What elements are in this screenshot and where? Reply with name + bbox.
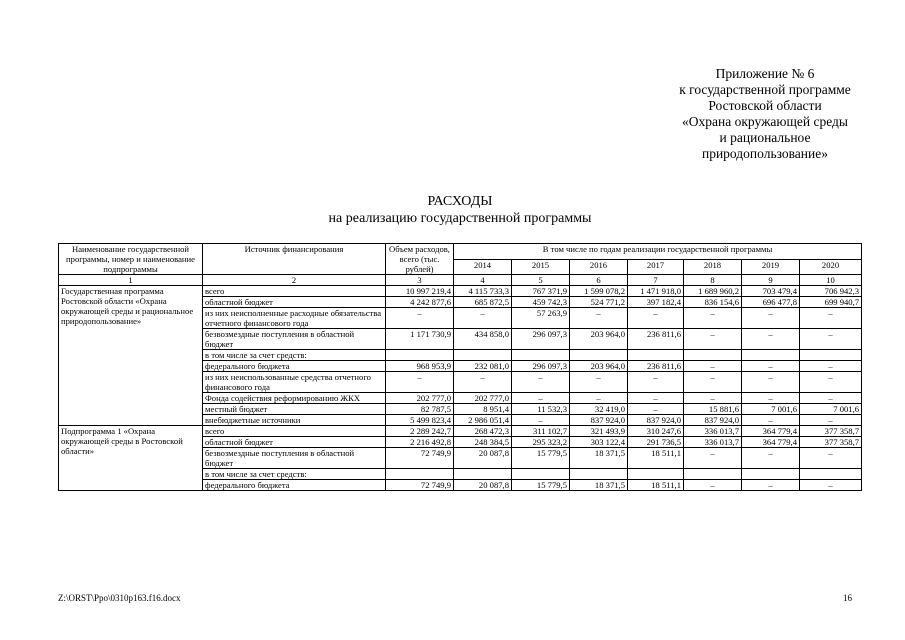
column-number-cell: 1 [59,275,203,286]
column-number-cell: 2 [203,275,386,286]
year-value-cell: – [628,308,684,329]
year-value-cell: 1 689 960,2 [684,286,742,297]
program-name-cell: Государственная программа Ростовской области «Охрана окружающей среды и рациональное природопользование» [59,286,203,426]
year-value-cell: 434 858,0 [454,329,512,350]
year-value-cell: 336 013,7 [684,426,742,437]
year-value-cell: 236 811,6 [628,361,684,372]
year-value-cell: – [800,361,862,372]
year-value-cell: 291 736,5 [628,437,684,448]
year-value-cell: – [742,415,800,426]
year-value-cell: – [684,308,742,329]
column-number-cell: 4 [454,275,512,286]
total-volume-cell: 72 749,9 [386,480,454,491]
footer-file-path: Z:\ORST\Ppo\0310p163.f16.docx [58,593,181,603]
funding-source-cell: всего [203,426,386,437]
year-value-cell: – [684,393,742,404]
year-value-cell: 377 358,7 [800,437,862,448]
appendix-line: и рациональное [719,130,811,145]
year-value-cell: 524 771,2 [570,297,628,308]
header-year: 2014 [454,259,512,275]
year-value-cell [512,469,570,480]
year-value-cell: – [742,308,800,329]
year-value-cell [684,469,742,480]
year-value-cell: – [684,448,742,469]
year-value-cell: 7 001,6 [742,404,800,415]
total-volume-cell: 968 953,9 [386,361,454,372]
column-number-cell: 8 [684,275,742,286]
year-value-cell [454,469,512,480]
year-value-cell: 2 986 051,4 [454,415,512,426]
year-value-cell: 248 384,5 [454,437,512,448]
header-year: 2016 [570,259,628,275]
year-value-cell: – [628,393,684,404]
year-value-cell: 20 087,8 [454,448,512,469]
funding-source-cell: из них неиспользованные средства отчетного финансового года [203,372,386,393]
appendix-line: к государственной программе [679,82,851,97]
year-value-cell: 699 940,7 [800,297,862,308]
year-value-cell: – [742,372,800,393]
year-value-cell: 232 081,0 [454,361,512,372]
year-value-cell [570,469,628,480]
year-value-cell: – [800,393,862,404]
appendix-line: Приложение № 6 [715,66,815,81]
total-volume-cell: – [386,308,454,329]
year-value-cell: 837 924,0 [628,415,684,426]
year-value-cell [684,350,742,361]
year-value-cell: – [512,415,570,426]
total-volume-cell: – [386,372,454,393]
year-value-cell: 7 001,6 [800,404,862,415]
year-value-cell: – [800,448,862,469]
year-value-cell: – [628,372,684,393]
year-value-cell: 4 115 733,3 [454,286,512,297]
header-by-years: В том числе по годам реализации государственной программы [454,244,862,260]
year-value-cell: 296 097,3 [512,361,570,372]
funding-source-cell: внебюджетные источники [203,415,386,426]
year-value-cell: 32 419,0 [570,404,628,415]
total-volume-cell [386,469,454,480]
year-value-cell: – [742,480,800,491]
header-year: 2015 [512,259,570,275]
year-value-cell [742,350,800,361]
year-value-cell: 18 511,1 [628,448,684,469]
year-value-cell: 8 951,4 [454,404,512,415]
year-value-cell: – [628,404,684,415]
year-value-cell: 202 777,0 [454,393,512,404]
year-value-cell: 296 097,3 [512,329,570,350]
year-value-cell [800,469,862,480]
total-volume-cell: 4 242 877,6 [386,297,454,308]
column-number-cell: 7 [628,275,684,286]
year-value-cell: – [512,372,570,393]
appendix-block [640,66,890,162]
total-volume-cell: 1 171 730,9 [386,329,454,350]
year-value-cell: 15 779,5 [512,448,570,469]
table-row [59,286,862,297]
year-value-cell: – [512,393,570,404]
year-value-cell: – [742,448,800,469]
header-year: 2017 [628,259,684,275]
year-value-cell: 397 182,4 [628,297,684,308]
year-value-cell [512,350,570,361]
year-value-cell [570,350,628,361]
year-value-cell: 836 154,6 [684,297,742,308]
footer-page-number: 16 [843,593,852,603]
year-value-cell: – [570,308,628,329]
year-value-cell: – [742,393,800,404]
year-value-cell: 706 942,3 [800,286,862,297]
year-value-cell: – [570,393,628,404]
column-number-cell: 3 [386,275,454,286]
table-row [59,426,862,437]
funding-source-cell: местный бюджет [203,404,386,415]
total-volume-cell: 10 997 219,4 [386,286,454,297]
column-number-cell: 9 [742,275,800,286]
column-number-cell: 10 [800,275,862,286]
year-value-cell: 767 371,9 [512,286,570,297]
year-value-cell: – [742,361,800,372]
total-volume-cell: 5 499 823,4 [386,415,454,426]
year-value-cell: – [800,329,862,350]
year-value-cell: – [684,480,742,491]
year-value-cell: 310 247,6 [628,426,684,437]
appendix-line: Ростовской области [708,98,822,113]
year-value-cell: 18 371,5 [570,448,628,469]
year-value-cell: 203 964,0 [570,329,628,350]
year-value-cell: 364 779,4 [742,437,800,448]
year-value-cell [628,469,684,480]
year-value-cell: – [800,415,862,426]
year-value-cell: 364 779,4 [742,426,800,437]
column-number-cell: 5 [512,275,570,286]
year-value-cell: 377 358,7 [800,426,862,437]
total-volume-cell: 2 216 492,8 [386,437,454,448]
year-value-cell: – [684,361,742,372]
document-heading [230,193,690,227]
year-value-cell: – [684,329,742,350]
year-value-cell: – [800,480,862,491]
year-value-cell [628,350,684,361]
total-volume-cell: 82 787,5 [386,404,454,415]
year-value-cell: 303 122,4 [570,437,628,448]
heading-subtitle: на реализацию государственной программы [328,211,592,226]
year-value-cell [800,350,862,361]
program-name-cell: Подпрограмма 1 «Охрана окружающей среды в Ростовской области» [59,426,203,491]
funding-source-cell: из них неисполненные расходные обязательства отчетного финансового года [203,308,386,329]
year-value-cell: 18 371,5 [570,480,628,491]
funding-source-cell: безвозмездные поступления в областной бюджет [203,448,386,469]
year-value-cell: 336 013,7 [684,437,742,448]
year-value-cell: – [742,329,800,350]
year-value-cell: 685 872,5 [454,297,512,308]
year-value-cell: 15 881,6 [684,404,742,415]
funding-source-cell: в том числе за счет средств: [203,350,386,361]
year-value-cell: 236 811,6 [628,329,684,350]
year-value-cell: – [800,372,862,393]
column-number-cell: 6 [570,275,628,286]
year-value-cell: 311 102,7 [512,426,570,437]
funding-source-cell: всего [203,286,386,297]
year-value-cell: – [684,372,742,393]
funding-source-cell: федерального бюджета [203,361,386,372]
funding-source-cell: в том числе за счет средств: [203,469,386,480]
year-value-cell: 459 742,3 [512,297,570,308]
funding-source-cell: областной бюджет [203,297,386,308]
funding-source-cell: Фонда содействия реформированию ЖКХ [203,393,386,404]
year-value-cell: 57 263,9 [512,308,570,329]
column-numbers-row [59,275,862,286]
expenses-table [58,243,862,491]
year-value-cell: 321 493,9 [570,426,628,437]
year-value-cell: 15 779,5 [512,480,570,491]
year-value-cell: 837 924,0 [570,415,628,426]
year-value-cell: 696 477,8 [742,297,800,308]
funding-source-cell: федерального бюджета [203,480,386,491]
year-value-cell: – [800,308,862,329]
year-value-cell: – [454,308,512,329]
funding-source-cell: безвозмездные поступления в областной бюджет [203,329,386,350]
header-name: Наименование государственной программы, номер и наименование подпрограммы [59,244,203,275]
total-volume-cell [386,350,454,361]
header-volume: Объем расходов, всего (тыс. рублей) [386,244,454,275]
appendix-line: «Охрана окружающей среды [682,114,848,129]
year-value-cell: – [454,372,512,393]
year-value-cell: 1 599 078,2 [570,286,628,297]
year-value-cell: 295 323,2 [512,437,570,448]
year-value-cell: 203 964,0 [570,361,628,372]
header-year: 2020 [800,259,862,275]
year-value-cell: 18 511,1 [628,480,684,491]
header-source: Источник финансирования [203,244,386,275]
funding-source-cell: областной бюджет [203,437,386,448]
year-value-cell [454,350,512,361]
year-value-cell: 703 479,4 [742,286,800,297]
header-year: 2019 [742,259,800,275]
year-value-cell [742,469,800,480]
year-value-cell: 837 924,0 [684,415,742,426]
year-value-cell: 1 471 918,0 [628,286,684,297]
year-value-cell: – [570,372,628,393]
total-volume-cell: 2 289 242,7 [386,426,454,437]
year-value-cell: 11 532,3 [512,404,570,415]
year-value-cell: 268 472,3 [454,426,512,437]
total-volume-cell: 202 777,0 [386,393,454,404]
appendix-line: природопользование» [701,146,828,161]
year-value-cell: 20 087,8 [454,480,512,491]
header-year: 2018 [684,259,742,275]
total-volume-cell: 72 749,9 [386,448,454,469]
heading-title: РАСХОДЫ [427,194,493,209]
